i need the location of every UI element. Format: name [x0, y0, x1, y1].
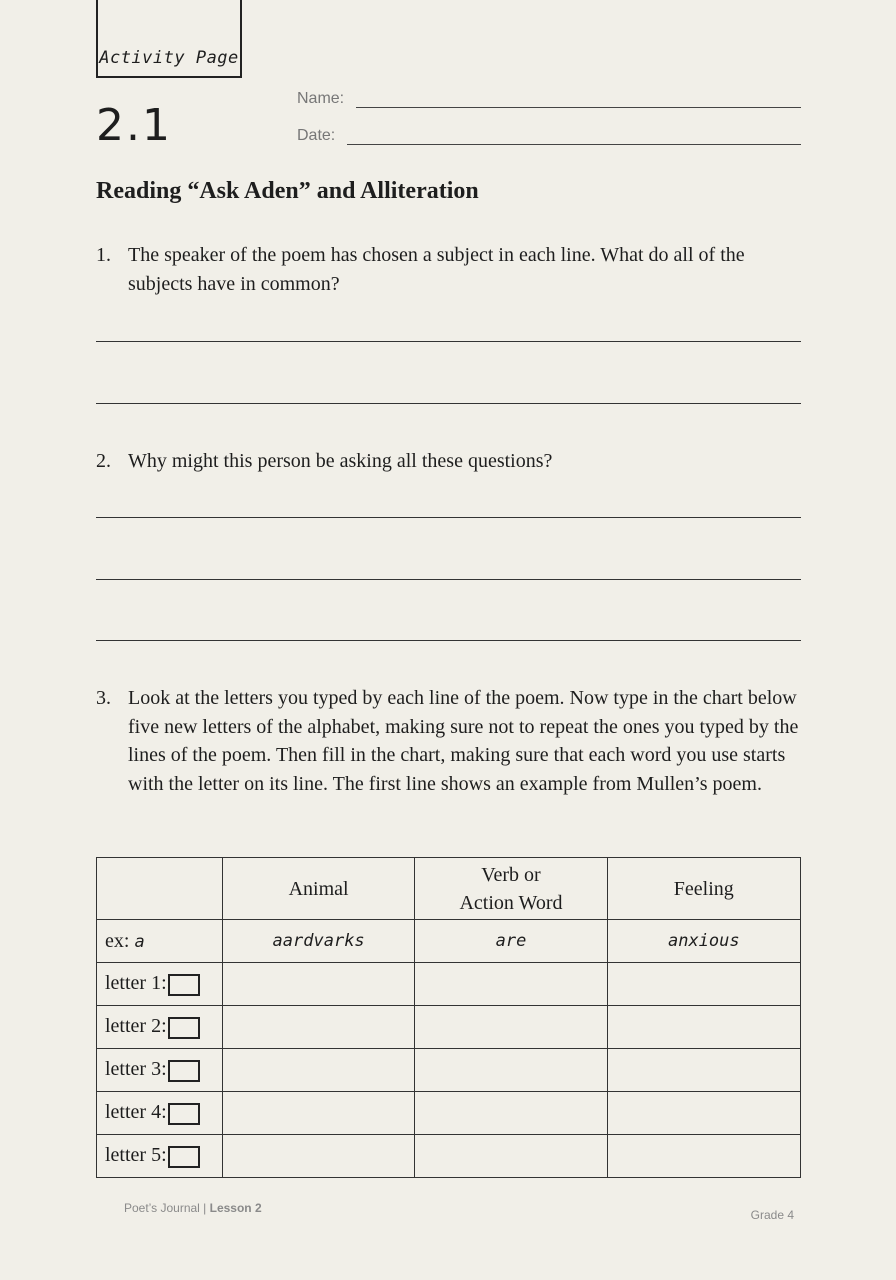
row-label-cell	[97, 1135, 223, 1178]
row-label: letter 4:	[105, 1101, 167, 1124]
example-label: ex:	[105, 929, 130, 952]
row-label: letter 2:	[105, 1015, 167, 1038]
letter-input-box[interactable]	[168, 1017, 200, 1039]
chart-row	[97, 1006, 801, 1049]
footer-journal-title: Poet’s Journal	[124, 1201, 200, 1215]
footer-journal	[124, 1201, 262, 1215]
alliteration-chart	[96, 857, 801, 1178]
answer-line-q1-2[interactable]	[96, 403, 801, 404]
question-text: The speaker of the poem has chosen a subject in each line. What do all of the subjects have in common?	[128, 244, 745, 295]
answer-line-q2-1[interactable]	[96, 517, 801, 518]
feeling-cell[interactable]	[607, 963, 800, 1006]
animal-cell[interactable]	[222, 1049, 414, 1092]
row-label: letter 1:	[105, 972, 167, 995]
example-label-cell	[97, 920, 223, 963]
verb-cell[interactable]	[415, 1006, 607, 1049]
question-1	[96, 241, 802, 298]
letter-input-box[interactable]	[168, 974, 200, 996]
name-field[interactable]	[297, 90, 801, 108]
letter-input-box[interactable]	[168, 1146, 200, 1168]
animal-cell[interactable]	[222, 1135, 414, 1178]
feeling-cell[interactable]	[607, 1135, 800, 1178]
header-cell-blank	[97, 858, 223, 920]
question-2	[96, 447, 802, 476]
example-animal: aardvarks	[222, 920, 414, 963]
answer-line-q2-2[interactable]	[96, 579, 801, 580]
activity-page-tab	[96, 0, 242, 78]
question-text: Why might this person be asking all these questions?	[128, 450, 553, 472]
page-title: Reading “Ask Aden” and Alliteration	[96, 178, 479, 204]
example-verb: are	[415, 920, 607, 963]
row-label-cell	[97, 963, 223, 1006]
chart-header-row	[97, 858, 801, 920]
animal-cell[interactable]	[222, 963, 414, 1006]
feeling-cell[interactable]	[607, 1006, 800, 1049]
animal-cell[interactable]	[222, 1006, 414, 1049]
name-input-line[interactable]	[356, 93, 801, 108]
chart-row	[97, 1135, 801, 1178]
question-text: Look at the letters you typed by each line of the poem. Now type in the chart below five new letters of the alphabet, making sure not to repeat the ones you typed by the lines of the poem. Then fill in the chart, making sure that each word you use starts with the letter on its line. The first line shows an example from Mullen’s poem.	[128, 687, 799, 795]
row-label: letter 3:	[105, 1058, 167, 1081]
feeling-cell[interactable]	[607, 1092, 800, 1135]
verb-cell[interactable]	[415, 1049, 607, 1092]
question-number: 3.	[96, 687, 111, 709]
verb-cell[interactable]	[415, 1092, 607, 1135]
question-number: 1.	[96, 244, 111, 266]
header-verb-line: Action Word	[459, 891, 563, 914]
chart-row	[97, 1049, 801, 1092]
letter-input-box[interactable]	[168, 1103, 200, 1125]
footer-lesson: Lesson 2	[209, 1201, 262, 1215]
chart-row	[97, 1092, 801, 1135]
header-cell-animal: Animal	[222, 858, 414, 920]
question-3	[96, 684, 802, 798]
question-number: 2.	[96, 450, 111, 472]
example-letter: a	[134, 931, 145, 952]
header-verb-line: Verb or	[481, 863, 541, 886]
date-input-line[interactable]	[347, 130, 801, 145]
footer-grade: Grade 4	[750, 1208, 794, 1222]
date-label: Date:	[297, 127, 336, 144]
row-label: letter 5:	[105, 1144, 167, 1167]
letter-input-box[interactable]	[168, 1060, 200, 1082]
example-feeling: anxious	[607, 920, 800, 963]
row-label-cell	[97, 1006, 223, 1049]
answer-line-q2-3[interactable]	[96, 640, 801, 641]
header-cell-feeling: Feeling	[607, 858, 800, 920]
example-row	[97, 920, 801, 963]
chart-row	[97, 963, 801, 1006]
header-cell-verb	[415, 858, 607, 920]
date-field[interactable]	[297, 127, 801, 145]
row-label-cell	[97, 1092, 223, 1135]
answer-line-q1-1[interactable]	[96, 341, 801, 342]
verb-cell[interactable]	[415, 963, 607, 1006]
footer-separator: |	[199, 1201, 210, 1215]
page-number: 2.1	[96, 100, 172, 151]
feeling-cell[interactable]	[607, 1049, 800, 1092]
animal-cell[interactable]	[222, 1092, 414, 1135]
name-label: Name:	[297, 90, 345, 107]
activity-page-label: Activity Page	[99, 48, 239, 68]
verb-cell[interactable]	[415, 1135, 607, 1178]
row-label-cell	[97, 1049, 223, 1092]
